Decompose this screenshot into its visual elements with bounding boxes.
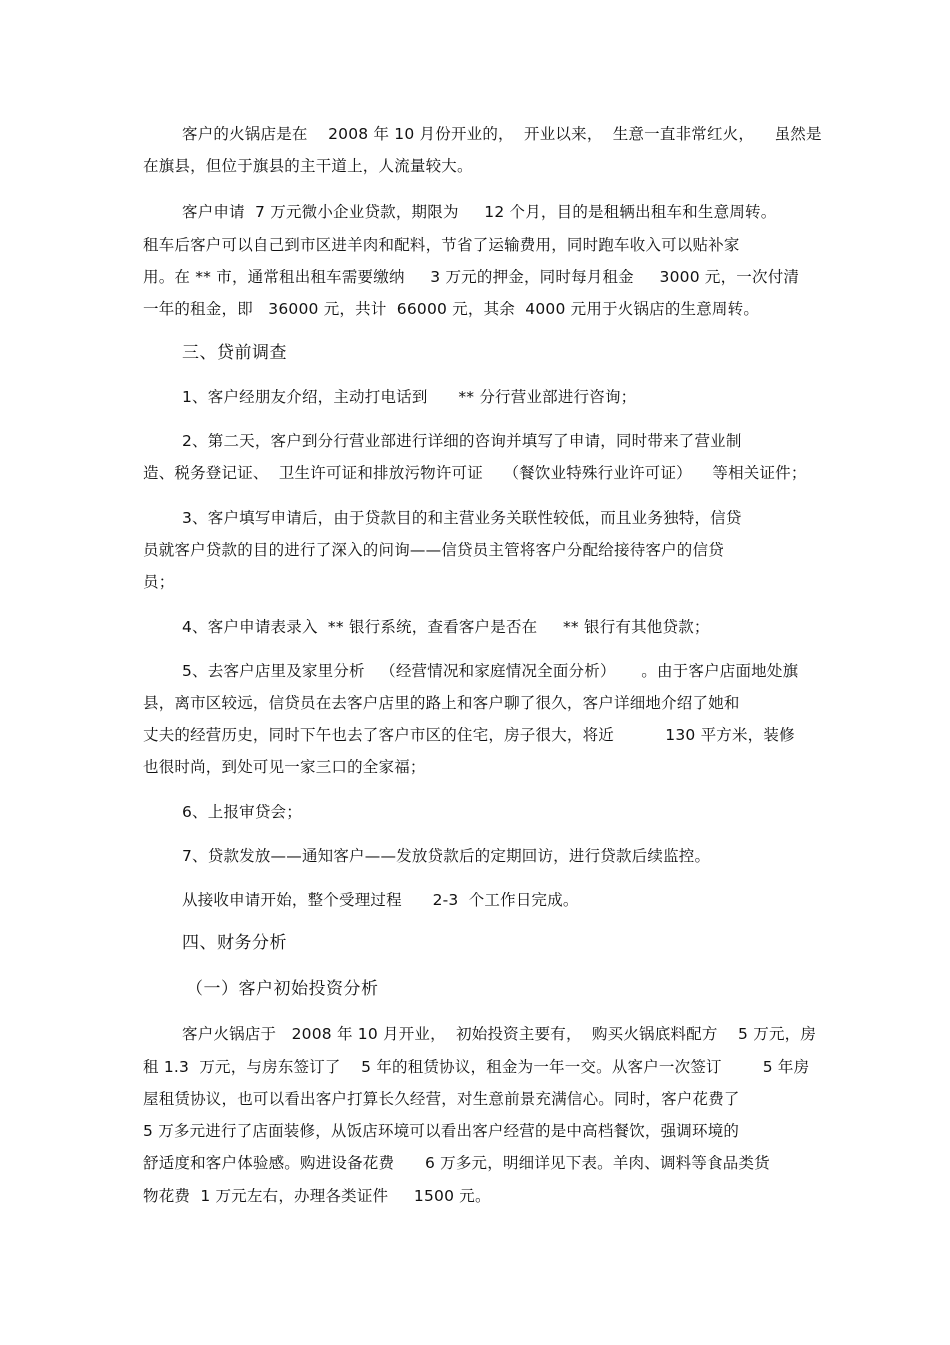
subsection-heading: （一）客户初始投资分析 [186, 979, 379, 999]
text-line: 租车后客户可以自己到市区进羊肉和配料，节省了运输费用，同时跑车收入可以贴补家 [143, 236, 740, 254]
text-line: 在旗县，但位于旗县的主干道上，人流量较大。 [143, 157, 473, 175]
text-line: 县，离市区较远，信贷员在去客户店里的路上和客户聊了很久，客户详细地介绍了她和 [143, 694, 740, 712]
text-line: 员就客户贷款的目的进行了深入的问询——信贷员主管将客户分配给接待客户的信贷 [143, 541, 724, 559]
text-line: 用。在 ** 市，通常租出租车需要缴纳 3 万元的押金，同时每月租金 3000 元，一次付清 [143, 268, 800, 286]
text-line: 客户申请 7 万元微小企业贷款，期限为 12 个月，目的是租辆出租车和生意周转。 [182, 203, 777, 221]
text-line: 客户的火锅店是在 2008 年 10 月份开业的， 开业以来， 生意一直非常红火， 虽然是 [182, 125, 822, 143]
text-line: 造、税务登记证、 卫生许可证和排放污物许可证 （餐饮业特殊行业许可证） 等相关证件； [143, 464, 807, 482]
text-line: 员； [143, 573, 175, 591]
text-line: 7、贷款发放——通知客户——发放贷款后的定期回访，进行贷款后续监控。 [182, 847, 711, 865]
text-line: 6、上报审贷会； [182, 803, 302, 821]
section-heading: 三、贷前调查 [182, 343, 287, 363]
text-line: 5 万多元进行了店面装修，从饭店环境可以看出客户经营的是中高档餐饮，强调环境的 [143, 1122, 740, 1140]
text-line: 3、客户填写申请后，由于贷款目的和主营业务关联性较低，而且业务独特，信贷 [182, 509, 742, 527]
text-line: 客户火锅店于 2008 年 10 月开业， 初始投资主要有， 购买火锅底料配方 5 万元，房 [182, 1025, 817, 1043]
text-line: 舒适度和客户体验感。购进设备花费 6 万多元，明细详见下表。羊肉、调料等食品类货 [143, 1154, 770, 1172]
text-line: 一年的租金，即 36000 元，共计 66000 元，其余 4000 元用于火锅店的生意周转。 [143, 300, 760, 318]
text-line: 从接收申请开始，整个受理过程 2-3 个工作日完成。 [182, 891, 579, 909]
text-line: 5、去客户店里及家里分析 （经营情况和家庭情况全面分析） 。由于客户店面地处旗 [182, 662, 799, 680]
text-line: 也很时尚，到处可见一家三口的全家福； [143, 758, 426, 776]
text-line: 1、客户经朋友介绍，主动打电话到 ** 分行营业部进行咨询； [182, 388, 637, 406]
text-line: 租 1.3 万元，与房东签订了 5 年的租赁协议，租金为一年一交。从客户一次签订 5 年房 [143, 1058, 810, 1076]
text-line: 2、第二天，客户到分行营业部进行详细的咨询并填写了申请，同时带来了营业制 [182, 432, 742, 450]
section-heading: 四、财务分析 [182, 933, 287, 953]
text-line: 4、客户申请表录入 ** 银行系统，查看客户是否在 ** 银行有其他贷款； [182, 618, 710, 636]
text-line: 物花费 1 万元左右，办理各类证件 1500 元。 [143, 1187, 491, 1205]
text-line: 屋租赁协议，也可以看出客户打算长久经营，对生意前景充满信心。同时，客户花费了 [143, 1090, 740, 1108]
text-line: 丈夫的经营历史，同时下午也去了客户市区的住宅，房子很大，将近 130 平方米，装修 [143, 726, 795, 744]
